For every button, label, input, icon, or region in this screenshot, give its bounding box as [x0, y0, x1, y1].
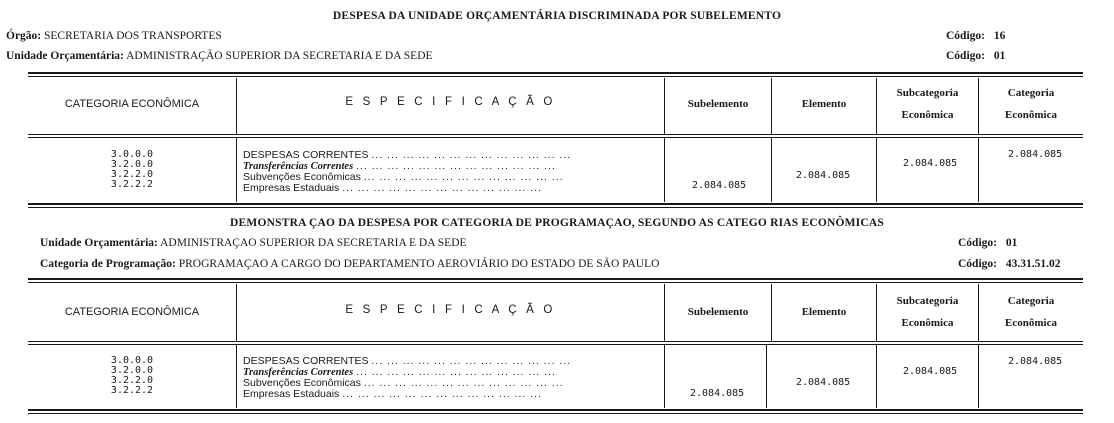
economic-codes — [92, 356, 172, 396]
code-value: 01 — [993, 50, 1006, 62]
code-cell: 3.2.0.0 — [110, 365, 154, 376]
code-value: 16 — [993, 30, 1006, 42]
doc2-categoria-line — [40, 258, 659, 270]
code-label: Código: — [958, 237, 997, 249]
table2-col-divider — [978, 345, 979, 408]
spec-label: Subvenções Econômicas — [243, 171, 361, 183]
col-header-subelemento: Subelemento — [687, 98, 749, 110]
leader-dots: ... ... ... ... ... ... ... ... ... ... ... ... ... — [363, 171, 564, 183]
code-cell: 3.0.0.0 — [110, 149, 154, 160]
specification-list — [243, 356, 663, 399]
table1-bottom-rule — [28, 203, 1083, 205]
spec-label: Subvenções Econômicas — [243, 377, 361, 389]
specification-list — [243, 150, 663, 193]
table1-top-rule-thin — [28, 76, 1083, 77]
subcategoria-value: 2.084.085 — [903, 158, 958, 169]
code-cell: 3.2.0.0 — [110, 159, 154, 170]
code-cell: 3.2.2.2 — [110, 385, 154, 396]
code-label: Código: — [946, 50, 985, 62]
col-header-line: Subcategoria — [896, 295, 959, 307]
col-header-line: Econômica — [901, 317, 954, 329]
leader-dots: ... ... ... ... ... ... ... ... ... ... ... ... ... — [356, 159, 556, 172]
table1-col-divider — [978, 138, 979, 202]
table2-top-rule-thin — [28, 282, 1083, 283]
elemento-value: 2.084.085 — [796, 170, 851, 181]
leader-dots: ... ... ... ... ... ... ... ... ... ... ... ... ... — [371, 150, 572, 161]
table1-col-divider — [876, 138, 877, 202]
table1-col-divider — [236, 138, 237, 202]
table2-top-rule — [28, 278, 1083, 280]
code-cell: 3.2.2.2 — [110, 179, 154, 190]
col-header-elemento: Elemento — [801, 98, 847, 110]
table1-header-rule-2 — [28, 137, 1083, 138]
spec-label: DESPESAS CORRENTES — [243, 150, 369, 161]
spec-label: Empresas Estaduais — [243, 387, 340, 399]
col-header-line: Econômica — [901, 109, 954, 121]
col-header-especificacao: E S P E C I F I C A Ç Ã O — [345, 96, 556, 108]
table2-bottom-rule-thin — [28, 413, 1083, 414]
code-cell: 3.2.2.0 — [110, 169, 154, 180]
table1-col-divider — [771, 138, 772, 202]
doc2-unidade-code — [958, 237, 1017, 249]
code-label: Código: — [946, 30, 985, 42]
col-header-categoria-economica — [979, 82, 1083, 126]
doc1-title: DESPESA DA UNIDADE ORÇAMENTÁRIA DISCRIMINADA POR SUBELEMENTO — [332, 10, 782, 22]
categoria-value: 2.084.085 — [1008, 356, 1063, 367]
leader-dots: ... ... ... ... ... ... ... ... ... ... ... ... ... — [363, 377, 564, 389]
spec-label: Transferências Correntes — [243, 160, 354, 172]
doc1-orgao-code — [946, 30, 1005, 42]
col-header-categoria-economica — [979, 290, 1083, 334]
spec-row — [243, 389, 663, 400]
col-header-categoria: CATEGORIA ECONÔMICA — [64, 98, 200, 110]
table2-header-rule — [28, 341, 1083, 342]
code-value: 01 — [1005, 237, 1018, 249]
categoria-value: 2.084.085 — [1008, 149, 1063, 160]
col-header-subcategoria — [877, 290, 978, 334]
doc1-unidade-code — [946, 50, 1005, 62]
spec-row — [243, 183, 663, 194]
col-header-subelemento: Subelemento — [687, 306, 749, 318]
doc1-orgao-line — [6, 30, 222, 42]
code-value: 43.31.51.02 — [1005, 258, 1061, 270]
col-header-line: Subcategoria — [896, 87, 959, 99]
spec-label: Transferências Correntes — [243, 366, 354, 378]
doc2-title: DEMONSTRA ÇAO DA DESPESA POR CATEGORIA DE PROGRAMAÇAO, SEGUNDO AS CATEGO RIAS ECONÔMICAS — [230, 217, 884, 229]
subelemento-value: 2.084.085 — [692, 180, 747, 191]
subelemento-value: 2.084.085 — [690, 388, 745, 399]
col-header-line: Categoria — [1007, 87, 1055, 99]
unidade-value: ADMINISTRAÇÃO SUPERIOR DA SECRETARIA E DA SEDE — [126, 50, 433, 62]
unidade-value: ADMINISTRAÇAO SUPERIOR DA SECRETARIA E DA SEDE — [160, 237, 467, 249]
code-label: Código: — [958, 258, 997, 270]
spec-label: Empresas Estaduais — [243, 181, 340, 193]
orgao-value: SECRETARIA DOS TRANSPORTES — [44, 30, 222, 42]
code-cell: 3.0.0.0 — [110, 355, 154, 366]
table2-col-divider — [876, 345, 877, 408]
table1-header-rule — [28, 134, 1083, 135]
table2-header-rule-2 — [28, 344, 1083, 345]
col-header-line: Econômica — [1005, 109, 1057, 121]
spec-label: DESPESAS CORRENTES — [243, 356, 369, 367]
elemento-value: 2.084.085 — [796, 377, 851, 388]
col-header-elemento: Elemento — [801, 306, 847, 318]
col-header-especificacao: E S P E C I F I C A Ç Ã O — [345, 304, 556, 316]
table2-col-divider — [664, 345, 665, 408]
unidade-label: Unidade Orçamentária: — [40, 237, 158, 249]
economic-codes — [92, 150, 172, 190]
table1-col-divider — [664, 138, 665, 202]
doc1-unidade-line — [6, 50, 433, 62]
leader-dots: ... ... ... ... ... ... ... ... ... ... ... ... ... — [342, 387, 542, 399]
col-header-subcategoria — [877, 82, 978, 126]
table2-col-divider — [766, 345, 767, 408]
categoria-label: Categoria de Programação: — [40, 258, 176, 270]
col-header-categoria: CATEGORIA ECONÔMICA — [64, 306, 200, 318]
doc2-categoria-code — [958, 258, 1060, 270]
table2-col-divider — [236, 345, 237, 408]
table2-bottom-rule — [28, 409, 1083, 411]
doc2-unidade-line — [40, 237, 467, 249]
leader-dots: ... ... ... ... ... ... ... ... ... ... ... ... ... — [356, 365, 556, 378]
col-header-line: Econômica — [1005, 317, 1057, 329]
table1-bottom-rule-thin — [28, 207, 1083, 208]
leader-dots: ... ... ... ... ... ... ... ... ... ... ... ... ... — [342, 181, 542, 193]
code-cell: 3.2.2.0 — [110, 375, 154, 386]
categoria-value: PROGRAMAÇAO A CARGO DO DEPARTAMENTO AEROVIÁRIO DO ESTADO DE SÃO PAULO — [178, 258, 660, 270]
orgao-label: Órgão: — [6, 30, 42, 42]
col-header-line: Categoria — [1007, 295, 1055, 307]
unidade-label: Unidade Orçamentária: — [6, 50, 124, 62]
leader-dots: ... ... ... ... ... ... ... ... ... ... ... ... ... — [371, 356, 572, 367]
subcategoria-value: 2.084.085 — [903, 366, 958, 377]
table1-top-rule — [28, 72, 1083, 74]
